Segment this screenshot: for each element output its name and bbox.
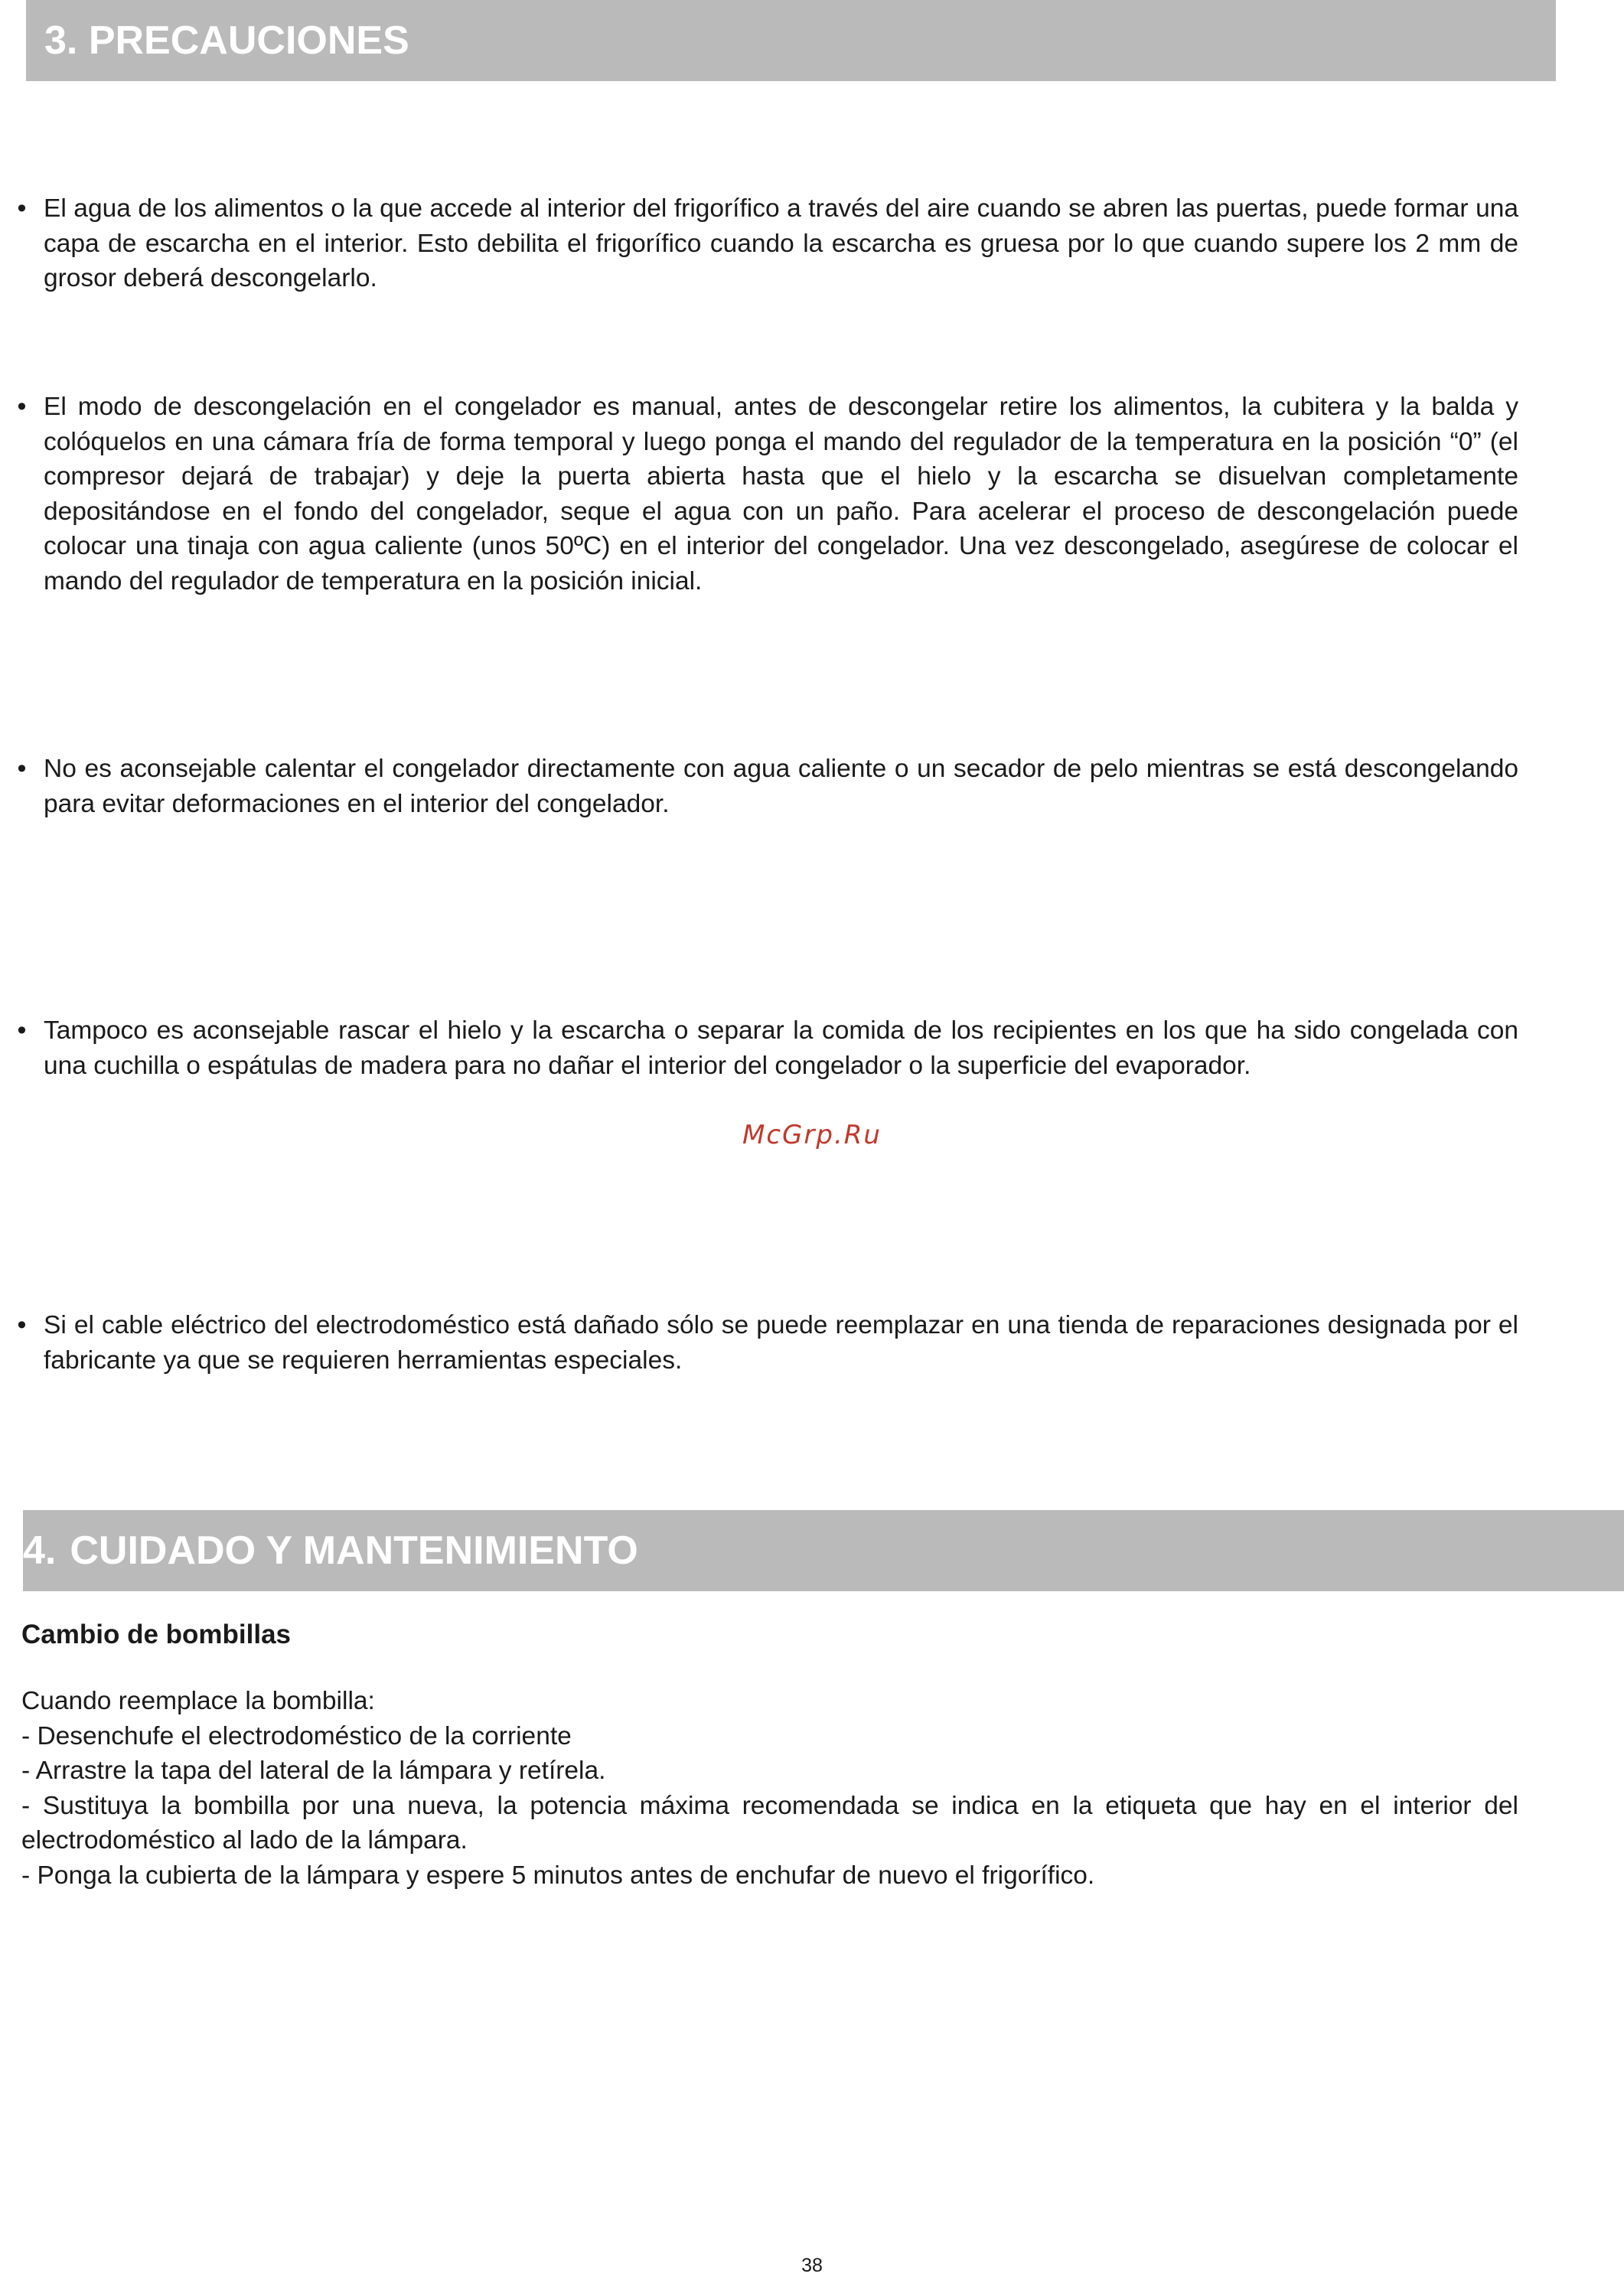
- bullet-text-4: Tampoco es aconsejable rascar el hielo y la escarcha o separar la comida de los recipientes en los que ha sido congelada con una cuchilla o espátulas de madera para no dañar el interior del congelador o la superficie del evaporador.: [44, 1016, 1518, 1080]
- section-3-title: 3. PRECAUCIONES: [44, 18, 409, 63]
- bullet-icon: •: [17, 1310, 27, 1339]
- bulb-instructions: [21, 1684, 1518, 1893]
- bullet-icon: •: [17, 194, 27, 223]
- section-4-title: CUIDADO Y MANTENIMIENTO: [70, 1528, 638, 1573]
- page-number: 38: [801, 2255, 823, 2276]
- bullet-icon: •: [17, 1016, 27, 1045]
- bullet-icon: •: [17, 754, 27, 783]
- subheading-bulb-change: Cambio de bombillas: [21, 1620, 291, 1649]
- bullet-text-5: Si el cable eléctrico del electrodoméstico está dañado sólo se puede reemplazar en una tienda de reparaciones designada por el fabricante ya que se requieren herramientas especiales.: [44, 1311, 1518, 1375]
- bullet-text-1: El agua de los alimentos o la que accede al interior del frigorífico a través del aire cuando se abren las puertas, puede formar una capa de escarcha en el interior. Esto debilita el frigorífico cuando la escarcha es gruesa por lo que cuando supere los 2 mm de grosor deberá descongelarlo.: [44, 194, 1518, 292]
- bullet-icon: •: [17, 392, 27, 421]
- instruction-step-2: - Arrastre la tapa del lateral de la lámpara y retírela.: [21, 1757, 606, 1785]
- instruction-intro: Cuando reemplace la bombilla:: [21, 1687, 375, 1715]
- watermark-text: McGrp.Ru: [742, 1120, 882, 1150]
- section-4-number: 4.: [23, 1528, 57, 1573]
- section-3-header: [26, 0, 1556, 81]
- instruction-step-3: - Sustituya la bombilla por una nueva, la potencia máxima recomendada se indica en la etiqueta que hay en el interior del electrodoméstico al lado de la lámpara.: [21, 1791, 1518, 1855]
- section-4-header: [23, 1510, 1624, 1591]
- instruction-step-4: - Ponga la cubierta de la lámpara y espere 5 minutos antes de enchufar de nuevo el frigorífico.: [21, 1861, 1095, 1890]
- bullet-text-3: No es aconsejable calentar el congelador directamente con agua caliente o un secador de pelo mientras se está descongelando para evitar deformaciones en el interior del congelador.: [44, 755, 1518, 818]
- bullet-text-2: El modo de descongelación en el congelador es manual, antes de descongelar retire los alimentos, la cubitera y la balda y colóquelos en una cámara fría de forma temporal y luego ponga el mando del regulador de la temperatura en la posición “0” (el compresor dejará de trabajar) y deje la puerta abierta hasta que el hielo y la escarcha se disuelvan completamente depositándose en el fondo del congelador, seque el agua con un paño. Para acelerar el proceso de descongelación puede colocar una tinaja con agua caliente (unos 50ºC) en el interior del congelador. Una vez descongelado, asegúrese de colocar el mando del regulador de temperatura en la posición inicial.: [44, 393, 1518, 595]
- instruction-step-1: - Desenchufe el electrodoméstico de la corriente: [21, 1721, 572, 1750]
